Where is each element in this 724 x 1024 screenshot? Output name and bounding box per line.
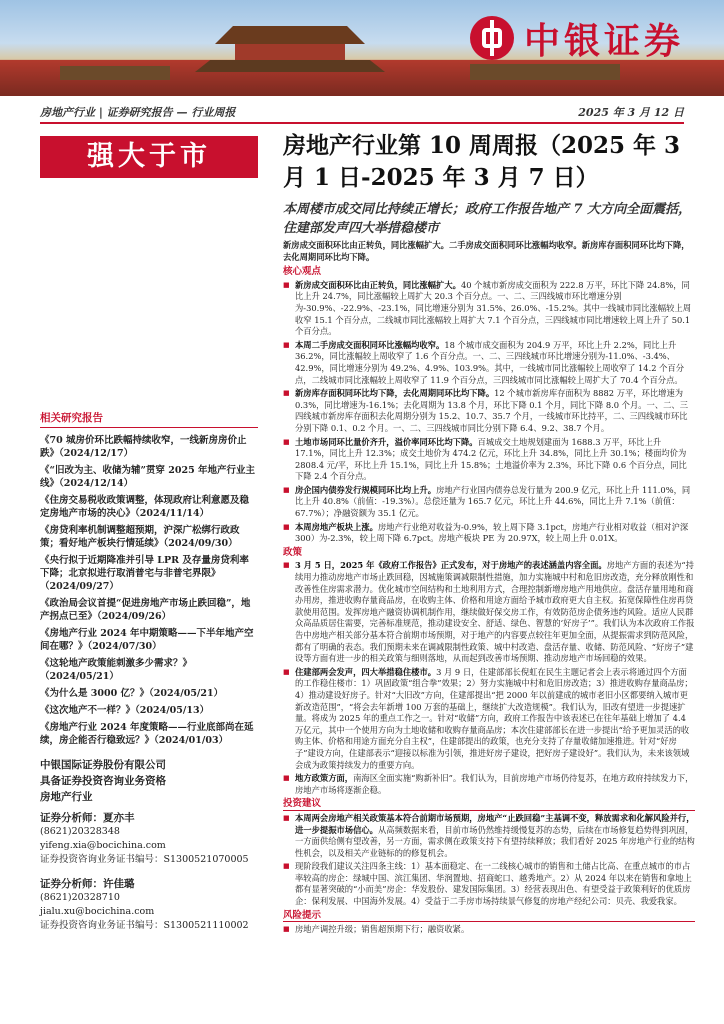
content-item — [283, 280, 695, 338]
investment-heading: 投资建议 — [283, 798, 695, 811]
report-category: 房地产行业 | 证券研究报告 — 行业周报 — [40, 106, 236, 119]
banner-roof-lower — [195, 60, 385, 72]
brand-name: 中银证券 — [524, 20, 685, 62]
item-highlight: 住建部两会发声，四大举措稳住楼市。 — [295, 666, 437, 677]
rating-badge: 强大于市 — [40, 136, 258, 178]
related-report-item[interactable]: 《房地产行业 2024 年中期策略——下半年地产空间在哪？》（2024/07/30） — [40, 628, 254, 652]
content-item: ■ 房地产调控升级；销售超预期下行；融资收紧。 — [283, 924, 695, 936]
analyst-email[interactable]: jialu.xu@bocichina.com — [40, 906, 155, 917]
analyst-cert: 证券投资咨询业务证书编号：S1300521110002 — [40, 920, 249, 931]
item-text: 12 个城市新房库存面积为 8882 万平，环比增速为 0.3%，同比增速为-16.1%；去化周期为 13.8 个月，环比下降 0.1 个月，同比下降 8.0 个月。一、二、三四线城市新房库存面积去化周期分别为 15.2、10.7、35.7 个月，一线城市环比持平，二、三四线城市环比分别下降 0.1、0.2 个月。一、二、三四线城市同比分别下降 6.4、9.2、38.7 个月。 — [295, 388, 689, 433]
analyst-name: 证券分析师：许佳璐 — [40, 878, 135, 890]
related-reports-list — [40, 434, 258, 747]
policy-heading: 政策 — [283, 546, 303, 558]
banner-hall — [235, 44, 345, 62]
item-text: 现阶段我们建议关注四条主线：1）基本面稳定、在一二线核心城市的销售和土储占比高、在重点城市的市占率较高的房企：绿城中国、滨江集团、华润置地、招商蛇口、越秀地产。2）从 2024 年以来在销售和拿地上都有显著突破的“小而美”房企：华发股份、建发国际集团。3）经营表现出色、有望受益于政策利好的优质房企：保利发展、中国海外发展。4）受益于二手房市场持续景气修复的房地产经纪公司：贝壳、我爱我家。 — [295, 861, 692, 907]
content-item — [283, 522, 695, 545]
left-sidebar — [40, 412, 258, 933]
related-report-item[interactable]: 《“旧改为主、收储为辅”贯穿 2025 年地产行业主线》（2024/12/14） — [40, 465, 255, 489]
item-text: 房地产行业国内债券总发行量为 200.9 亿元，环比上升 111.0%，同比上升 40.8%（前值：-19.3%）。总偿还量为 165.7 亿元，环比上升 44.6%，同比上升 7.1%（前值：67.7%）；净融资额为 35.1 亿元。 — [295, 484, 691, 519]
related-report-item[interactable]: 《这次地产不一样？》（2024/05/13） — [40, 705, 210, 716]
main-content — [283, 240, 695, 936]
header-banner — [0, 0, 724, 96]
firm-qualification: 具备证券投资咨询业务资格 — [40, 775, 166, 787]
item-text: 百城成交土地规划建面为 1688.3 万平，环比上升 17.1%，同比上升 12.3%；成交土地价为 474.2 亿元，环比上升 34.8%，同比上升 30.1%；楼面均价为 2808.4 元/平，环比上升 15.1%，同比上升 15.8%；土地溢价率为 2.3%，环比下降 0.6 个百分点，同比下降 2.4 个百分点。 — [295, 436, 687, 482]
item-text: 房地产行业绝对收益为-0.9%，较上周下降 3.1pct，房地产行业相对收益（相对沪深 300）为-2.3%，较上周下降 6.7pct。房地产板块 PE 为 20.97X，较上周上升 0.01X。 — [295, 521, 689, 544]
report-subtitle: 本周楼市成交同比持续正增长；政府工作报告地产 7 大方向全面震括，住建部发声四大举措稳楼市 — [283, 202, 692, 236]
header-divider — [40, 122, 684, 124]
analyst-phone: (8621)20328348 — [40, 826, 120, 837]
policy-list — [283, 560, 695, 796]
related-report-item[interactable]: 《住房交易税收政策调整，体现政府让利意愿及稳定房地产市场的决心》（2024/11/14） — [40, 495, 250, 519]
investment-list — [283, 813, 695, 908]
core-points-list — [283, 280, 695, 545]
item-highlight: 土地市场同环比量价齐升，溢价率同环比均下降。 — [295, 436, 478, 447]
item-highlight: 新房库存面积同环比均下降，去化周期同环比均下降。 — [295, 388, 495, 399]
content-item — [283, 861, 695, 907]
firm-name: 中银国际证券股份有限公司 — [40, 759, 166, 771]
item-highlight: 本周两会房地产相关政策基本符合前期市场预期，房地产“止跌回稳”主基调不变，释放需求和化解风险并行，进一步提振市场信心。 — [295, 812, 695, 835]
analyst-phone: (8621)20328710 — [40, 892, 120, 903]
report-date: 2025 年 3 月 12 日 — [578, 106, 684, 119]
report-header-line — [40, 104, 684, 120]
content-item — [283, 560, 695, 664]
core-heading: 核心观点 — [283, 266, 322, 278]
item-text: 房地产方面的表述为“持续用力推动房地产市场止跌回稳，因城施策调减限制性措施，加力实施城中村和危旧房改造，充分释放刚性和改善性住房需求潜力。优化城市空间结构和土地利用方式，合理控制新增房地产用地供应。盘活存量用地和商办用房，推进收购存量商品房，在收购主体、价格和用途方面给予城市政府更大自主权。拓宽保障性住房再贷款使用范围。发挥房地产融资协调机制作用，继续做好保交房工作，有效防范房企债务违约风险。适应人民群众高品质居住需要，完善标准规范，推动建设安全、舒适、绿色、智慧的‘好房子’”。我们认为本次政府工作报告中房地产相关部分基本符合前期市场预期，对于地产的内容要点较往年更加全面，从提振需求到防范风险，都有了明确的表态。我们预期未来在调减限制性政策、城中村改造、盘活存量、收储、防范风险、“好房子”建设等方面有进一步的相关政策与细则落地，从而起到改善市场预期、推动房地产市场回稳的效果。 — [295, 560, 695, 664]
analyst-name: 证券分析师：夏亦丰 — [40, 812, 135, 824]
related-report-item[interactable]: 《政治局会议首提“促进房地产市场止跌回稳”，地产拐点已至》（2024/09/26） — [40, 598, 251, 622]
analyst-email[interactable]: yifeng.xia@bocichina.com — [40, 840, 166, 851]
related-report-item[interactable]: 《为什么是 3000 亿？》（2024/05/21） — [40, 688, 224, 699]
item-highlight: 房企国内债券发行规模同环比均上升。 — [295, 484, 437, 495]
risk-heading: 风险提示 — [283, 910, 695, 923]
analyst-1 — [40, 811, 258, 867]
related-report-item[interactable]: 《这轮地产政策能刺激多少需求？》（2024/05/21） — [40, 658, 193, 682]
report-title: 房地产行业第 10 周周报（2025 年 3 月 1 日-2025 年 3 月 7 日） — [283, 132, 681, 191]
firm-info — [40, 757, 258, 805]
banner-roof-top — [215, 26, 365, 44]
content-item — [283, 437, 695, 483]
related-report-item[interactable]: 《房贷利率机制调整超预期，沪深广松绑行政政策；看好地产板块行情延续》（2024/09/30） — [40, 525, 240, 549]
item-highlight: 本周房地产板块上涨。 — [295, 521, 378, 532]
analyst-2 — [40, 877, 258, 933]
item-text: 3 月 9 日，住建部部长倪虹在民生主题记者会上表示将通过四个方面的工作稳住楼市：1）巩固政策“组合拳”效果；2）努力实施城中村和危旧房改造；3）推进收购存量商品房；4）推动建设好房子。针对“大旧改”方向，住建部提出“把 2000 年以前建成的城市老旧小区都要纳入城市更新改造范围”，“将会去年新增 100 万套的基础上，继续扩大改造规模”。我们认为，旧改有望进一步提速扩量。将成为 2025 年的重点工作之一。针对“收储”方向，政府工作报告中该表述已在往年基础上增加了 4.4 万亿元，其中一个使用方向为土地收储和收购存量商品房；本次住建部部长在进一步提出“给予更加灵活的收购主体、价格和用途方面充分自主权”，住建部提出的政策，也充分支持了存量收储加速推进。针对“好房子”建设方向，住建部表示“迎接以标准为引领，推进好房子建设，把好房子建设好”。我们认为，未来该领域会成为政策持续发力的重要方向。 — [295, 666, 693, 770]
related-report-item[interactable]: 《房地产行业 2024 年度策略——行业底部尚在延续，房企能否行稳致远？》（2024/01/03） — [40, 722, 254, 746]
item-highlight: 本周二手房成交面积同环比涨幅均收窄。 — [295, 339, 445, 350]
item-text: 从高频数据来看，目前市场仍然维持缓慢复苏的态势，后续在市场修复趋势得到巩固，一方面供给侧有望改善，另一方面，需求侧在政策支持下有望持续释放；我们看好 2025 年房地产行业的结构性机会，以及相关产业链标的的修复机会。 — [295, 824, 695, 858]
item-highlight: 3 月 5 日，2025 年《政府工作报告》正式发布，对于房地产的表述涵盖内容全面。 — [295, 560, 607, 571]
related-reports-heading: 相关研究报告 — [40, 412, 258, 428]
banner-building-left — [60, 66, 170, 80]
content-item — [283, 773, 695, 796]
bank-logo-icon — [470, 16, 514, 60]
item-text: 18 个城市成交面积为 204.9 万平，环比上升 2.2%，同比上升 36.2%，同比涨幅较上周收窄了 1.6 个百分点。一、二、三四线城市环比增速分别为-11.0%、-3.4%、42.9%，同比增速分别为 49.2%、4.9%、103.9%。其中，一线城市同比涨幅较上周收窄了 14.2 个百分点，二线城市同比涨幅较上周收窄了 11.9 个百分点，三四线城市同比涨幅较上周扩大了 70.4 个百分点。 — [295, 339, 685, 385]
content-item — [283, 813, 695, 859]
content-item — [283, 340, 695, 386]
firm-industry: 房地产行业 — [40, 791, 93, 803]
content-item — [283, 485, 695, 520]
brand-logo — [470, 8, 684, 68]
item-text: 南海区全面实施“购新补旧”。我们认为，目前房地产市场仍待复苏，在地方政府持续发力下，房地产市场将逐渐企稳。 — [295, 773, 694, 795]
content-item — [283, 388, 695, 434]
analyst-cert: 证券投资咨询业务证书编号：S1300521070005 — [40, 854, 249, 865]
item-highlight: 地方政策方面， — [295, 773, 354, 784]
related-report-item[interactable]: 《央行拟于近期降准并引导 LPR 及存量房贷利率下降；北京拟进行取消普宅与非普宅界限》（2024/09/27） — [40, 555, 249, 592]
item-highlight: 新房成交面积环比由正转负，同比涨幅扩大。 — [295, 279, 461, 290]
lead-summary: 新房成交面积环比由正转负，同比涨幅扩大。二手房成交面积同环比涨幅均收窄。新房库存面积同环比均下降，去化周期同环比均下降。 — [283, 240, 690, 262]
risk-list — [283, 924, 695, 936]
item-text: 40 个城市新房成交面积为 222.8 万平，环比下降 24.8%，同比上升 24.7%，同比涨幅较上周扩大 20.3 个百分点。一、二、三四线城市环比增速分别为-30.9%、-22.9%、-23.1%，同比增速分别为 31.5%、26.0%、-15.2%。其中一线城市同比涨幅较上周收窄 15.1 个百分点，二线城市同比涨幅较上周扩大 7.1 个百分点，三四线城市同比增速较上周上升了 50.1 个百分点。 — [295, 279, 692, 337]
related-report-item[interactable]: 《70 城房价环比跌幅持续收窄，一线新房房价止跌》（2024/12/17） — [40, 435, 247, 459]
content-item — [283, 667, 695, 771]
